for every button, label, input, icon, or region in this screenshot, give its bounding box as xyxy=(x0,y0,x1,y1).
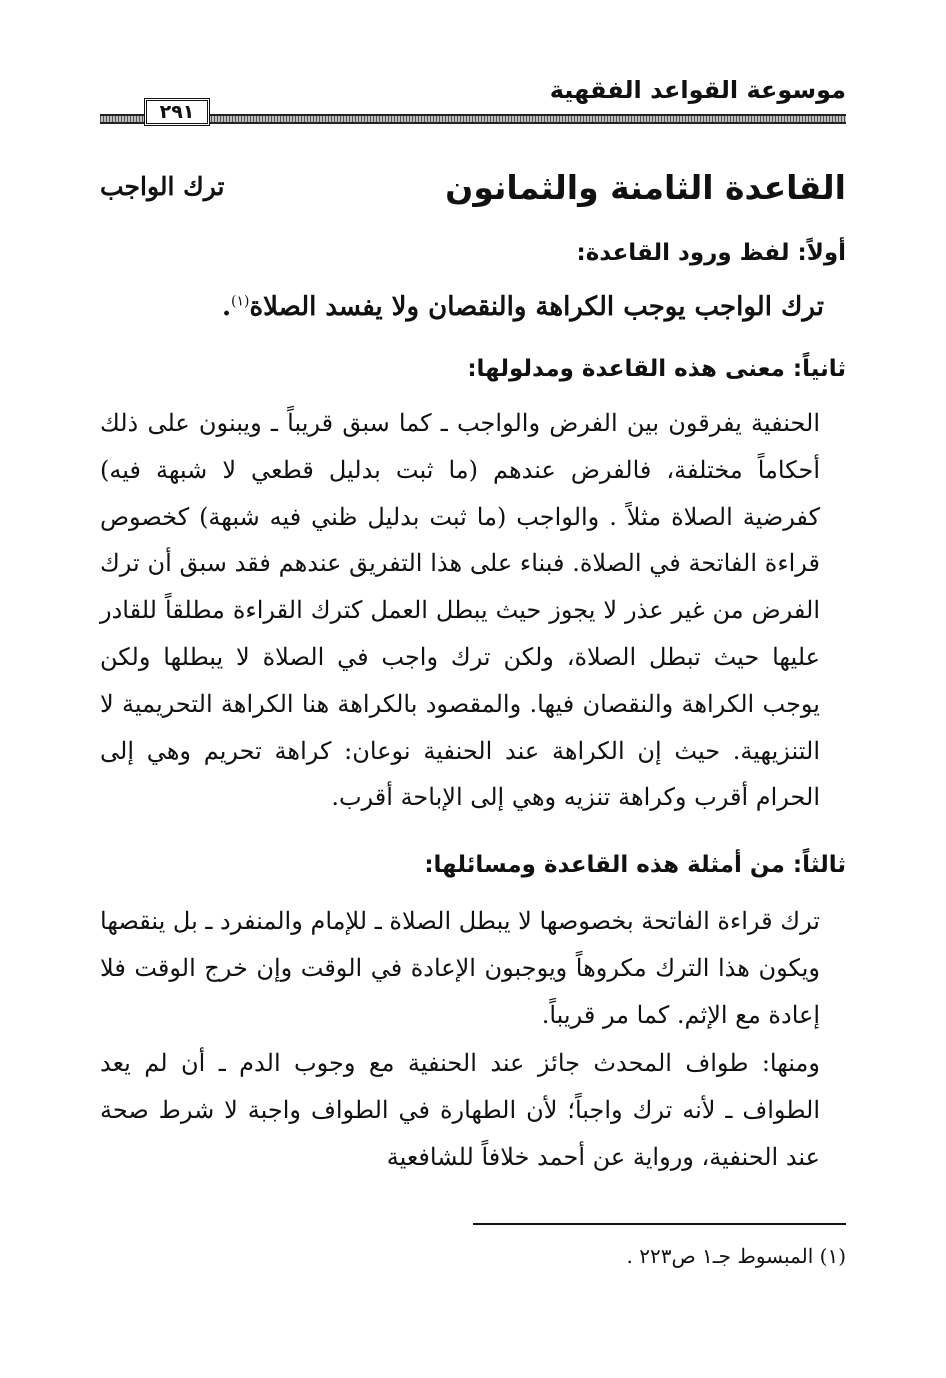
meaning-paragraph: الحنفية يفرقون بين الفرض والواجب ـ كما سبق قريباً ـ ويبنون على ذلك أحكاماً مختلفة، فالفرض عندهم (ما ثبت بدليل قطعي لا شبهة فيه) كفرضية الصلاة مثلاً . والواجب (ما ثبت بدليل ظني فيه شبهة) كخصوص قراءة الفاتحة في الصلاة. فبناء على هذا التفريق عندهم فقد سبق أن ترك الفرض من غير عذر لا يجوز حيث يبطل العمل كترك القراءة مطلقاً للقادر عليها حيث تبطل الصلاة، ولكن ترك واجب في الصلاة لا يبطلها ولكن يوجب الكراهة والنقصان فيها. والمقصود بالكراهة هنا الكراهة التحريمية لا التنزيهية. حيث إن الكراهة عند الحنفية نوعان: كراهة تحريم وهي إلى الحرام أقرب وكراهة تنزيه وهي إلى الإباحة أقرب. xyxy=(100,409,820,812)
footnote-divider xyxy=(473,1223,846,1225)
example-paragraph-1: ترك قراءة الفاتحة بخصوصها لا يبطل الصلاة ـ للإمام والمنفرد ـ بل ينقصها ويكون هذا الترك مكروهاً ويوجبون الإعادة في الوقت وإن خرج الوقت فلا إعادة مع الإثم. كما مر قريباً. xyxy=(100,907,820,1029)
section-heading-examples: ثالثاً: من أمثلة هذه القاعدة ومسائلها: xyxy=(424,852,846,878)
footnote-marker: (١) xyxy=(819,1244,846,1268)
section-heading-meaning: ثانياً: معنى هذه القاعدة ومدلولها: xyxy=(467,356,846,382)
rule-title: القاعدة الثامنة والثمانون xyxy=(445,168,846,207)
rule-statement-text: ترك الواجب يوجب الكراهة والنقصان ولا يفسد الصلاة xyxy=(249,292,824,322)
footnote xyxy=(627,1244,846,1268)
page-number: ٢٩١ xyxy=(144,98,210,126)
header-rule xyxy=(100,114,846,124)
rule-subject: ترك الواجب xyxy=(100,172,225,201)
rule-statement xyxy=(222,292,824,322)
footnote-text: المبسوط جـ١ ص٢٢٣ . xyxy=(626,1244,814,1268)
section-heading-wording: أولاً: لفظ ورود القاعدة: xyxy=(576,240,846,266)
footnote-reference: (١) xyxy=(231,293,250,310)
example-paragraph-2: ومنها: طواف المحدث جائز عند الحنفية مع وجوب الدم ـ أن لم يعد الطواف ـ لأنه ترك واجباً؛ لأن الطهارة في الطواف واجبة لا شرط صحة عند الحنفية، ورواية عن أحمد خلافاً للشافعية xyxy=(100,1049,820,1171)
running-header xyxy=(100,76,846,128)
rule-statement-end: . xyxy=(221,292,232,322)
book-title: موسوعة القواعد الفقهية xyxy=(549,76,846,104)
